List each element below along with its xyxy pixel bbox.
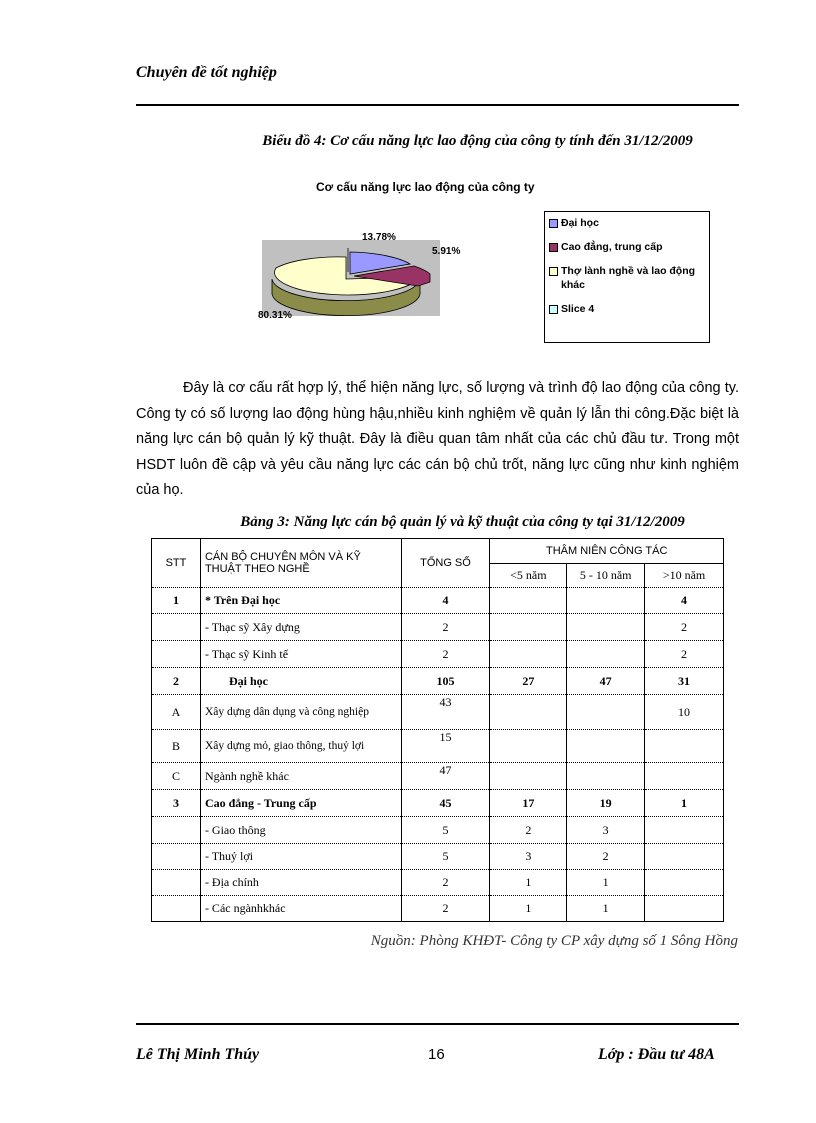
legend-label: Cao đẳng, trung cấp <box>561 241 663 253</box>
cell-lt5 <box>490 730 567 763</box>
cell-gt10 <box>645 896 724 922</box>
table-row <box>152 695 724 730</box>
pie-label-dai-hoc: 13.78% <box>362 232 396 243</box>
source-note: Nguồn: Phòng KHĐT- Công ty CP xây dựng số 1 Sông Hồng <box>370 933 738 949</box>
cell-gt10: 1 <box>645 790 724 817</box>
table-caption: Bảng 3: Năng lực cán bộ quản lý và kỹ thuật của công ty tại 31/12/2009 <box>240 514 685 530</box>
cell-total: 5 <box>401 844 490 870</box>
cell-5-10 <box>567 641 645 668</box>
cell-total: 4 <box>401 588 490 614</box>
cell-stt <box>152 817 201 844</box>
header-title: Chuyên đề tốt nghiệp <box>136 64 277 81</box>
cell-5-10: 2 <box>567 844 645 870</box>
chart-legend <box>544 211 710 343</box>
cell-lt5: 1 <box>490 870 567 896</box>
footer-rule <box>136 1023 739 1025</box>
header-gt10: >10 năm <box>645 564 724 588</box>
table-row <box>152 844 724 870</box>
footer-class: Lớp : Đầu tư 48A <box>598 1046 715 1063</box>
pie-label-tho-lanh-nghe: 80.31% <box>258 310 292 321</box>
header-5-10: 5 - 10 năm <box>567 564 645 588</box>
cell-name: - Giao thông <box>200 817 401 844</box>
cell-lt5: 1 <box>490 896 567 922</box>
cell-5-10: 47 <box>567 668 645 695</box>
cell-total: 47 <box>401 763 490 790</box>
cell-total: 2 <box>401 641 490 668</box>
cell-name: Cao đẳng - Trung cấp <box>200 790 401 817</box>
cell-name: Đại học <box>200 668 401 695</box>
cell-name: Xây dựng dân dụng và công nghiệp <box>200 695 401 730</box>
legend-swatch <box>549 243 558 252</box>
cell-name: - Thạc sỹ Xây dựng <box>200 614 401 641</box>
cell-stt <box>152 641 201 668</box>
cell-5-10: 1 <box>567 870 645 896</box>
cell-total: 2 <box>401 896 490 922</box>
cell-5-10 <box>567 763 645 790</box>
cell-lt5 <box>490 763 567 790</box>
cell-5-10 <box>567 730 645 763</box>
table-row <box>152 730 724 763</box>
cell-5-10 <box>567 695 645 730</box>
legend-label: Đại học <box>561 217 599 229</box>
cell-stt: C <box>152 763 201 790</box>
cell-5-10 <box>567 614 645 641</box>
table-row <box>152 588 724 614</box>
legend-item-slice-4 <box>549 302 705 316</box>
cell-name: * Trên Đại học <box>200 588 401 614</box>
table-row <box>152 668 724 695</box>
table-row <box>152 817 724 844</box>
cell-gt10 <box>645 763 724 790</box>
cell-name: - Thạc sỹ Kinh tế <box>200 641 401 668</box>
body-paragraph: Đây là cơ cấu rất hợp lý, thể hiện năng lực, số lượng và trình độ lao động của công ty. Công ty có số lượng lao động hùng hậu,nhiều kinh nghiệm về quản lý lẫn thi công.Đặc biệt là năng lực cán bộ quản lý kỹ thuật. Đây là điều quan tâm nhất của các chủ đầu tư. Trong một HSDT luôn đề cập và yêu cầu năng lực các cán bộ chủ trốt, năng lực cũng như kinh nghiệm của họ. <box>136 380 739 498</box>
cell-name: - Các ngànhkhác <box>200 896 401 922</box>
legend-swatch <box>549 305 558 314</box>
cell-total: 45 <box>401 790 490 817</box>
cell-lt5 <box>490 695 567 730</box>
legend-item-tho-lanh-nghe <box>549 264 705 292</box>
cell-gt10: 10 <box>645 695 724 730</box>
cell-total: 2 <box>401 614 490 641</box>
cell-gt10 <box>645 870 724 896</box>
cell-stt: 2 <box>152 668 201 695</box>
cell-lt5: 27 <box>490 668 567 695</box>
cell-lt5 <box>490 641 567 668</box>
cell-lt5: 17 <box>490 790 567 817</box>
chart-caption: Biểu đồ 4: Cơ cấu năng lực lao động của công ty tính đến 31/12/2009 <box>262 133 693 149</box>
table-row <box>152 790 724 817</box>
cell-gt10: 2 <box>645 641 724 668</box>
table-row <box>152 896 724 922</box>
cell-name: Ngành nghề khác <box>200 763 401 790</box>
table-row <box>152 763 724 790</box>
header-lt5: <5 năm <box>490 564 567 588</box>
chart-title: Cơ cấu năng lực lao động của công ty <box>316 180 535 194</box>
cell-lt5: 3 <box>490 844 567 870</box>
header-rule <box>136 104 739 106</box>
cell-gt10 <box>645 730 724 763</box>
cell-stt: 1 <box>152 588 201 614</box>
header-seniority: THÂM NIÊN CÔNG TÁC <box>490 539 724 564</box>
footer-author: Lê Thị Minh Thúy <box>136 1046 260 1063</box>
cell-stt: A <box>152 695 201 730</box>
cell-name: - Địa chính <box>200 870 401 896</box>
table-row <box>152 641 724 668</box>
cell-stt <box>152 614 201 641</box>
cell-gt10 <box>645 844 724 870</box>
cell-stt: 3 <box>152 790 201 817</box>
cell-lt5 <box>490 588 567 614</box>
legend-swatch <box>549 219 558 228</box>
cell-total: 105 <box>401 668 490 695</box>
cell-5-10: 1 <box>567 896 645 922</box>
legend-item-cao-dang <box>549 240 705 254</box>
cell-stt <box>152 896 201 922</box>
cell-gt10: 2 <box>645 614 724 641</box>
cell-5-10 <box>567 588 645 614</box>
table-row <box>152 870 724 896</box>
cell-lt5: 2 <box>490 817 567 844</box>
cell-5-10: 19 <box>567 790 645 817</box>
legend-item-dai-hoc <box>549 216 705 230</box>
legend-swatch <box>549 267 558 276</box>
header-total: TỔNG SỐ <box>401 539 490 588</box>
cell-stt <box>152 844 201 870</box>
cell-gt10: 31 <box>645 668 724 695</box>
cell-stt <box>152 870 201 896</box>
legend-label: Slice 4 <box>561 303 595 315</box>
legend-label: Thợ lành nghề và lao động khác <box>561 265 696 291</box>
cell-total: 15 <box>401 730 490 763</box>
cell-total: 5 <box>401 817 490 844</box>
header-specialty: CÁN BỘ CHUYÊN MÔN VÀ KỸ THUẬT THEO NGHỀ <box>200 539 401 588</box>
cell-lt5 <box>490 614 567 641</box>
staff-table <box>151 538 724 922</box>
cell-stt: B <box>152 730 201 763</box>
cell-gt10 <box>645 817 724 844</box>
cell-name: Xây dựng mỏ, giao thông, thuỷ lợi <box>200 730 401 763</box>
header-stt: STT <box>152 539 201 588</box>
table-row <box>152 614 724 641</box>
cell-gt10: 4 <box>645 588 724 614</box>
cell-total: 43 <box>401 695 490 730</box>
cell-total: 2 <box>401 870 490 896</box>
pie-label-cao-dang: 5.91% <box>432 246 461 257</box>
cell-5-10: 3 <box>567 817 645 844</box>
cell-name: - Thuỷ lợi <box>200 844 401 870</box>
page-number: 16 <box>428 1046 445 1063</box>
